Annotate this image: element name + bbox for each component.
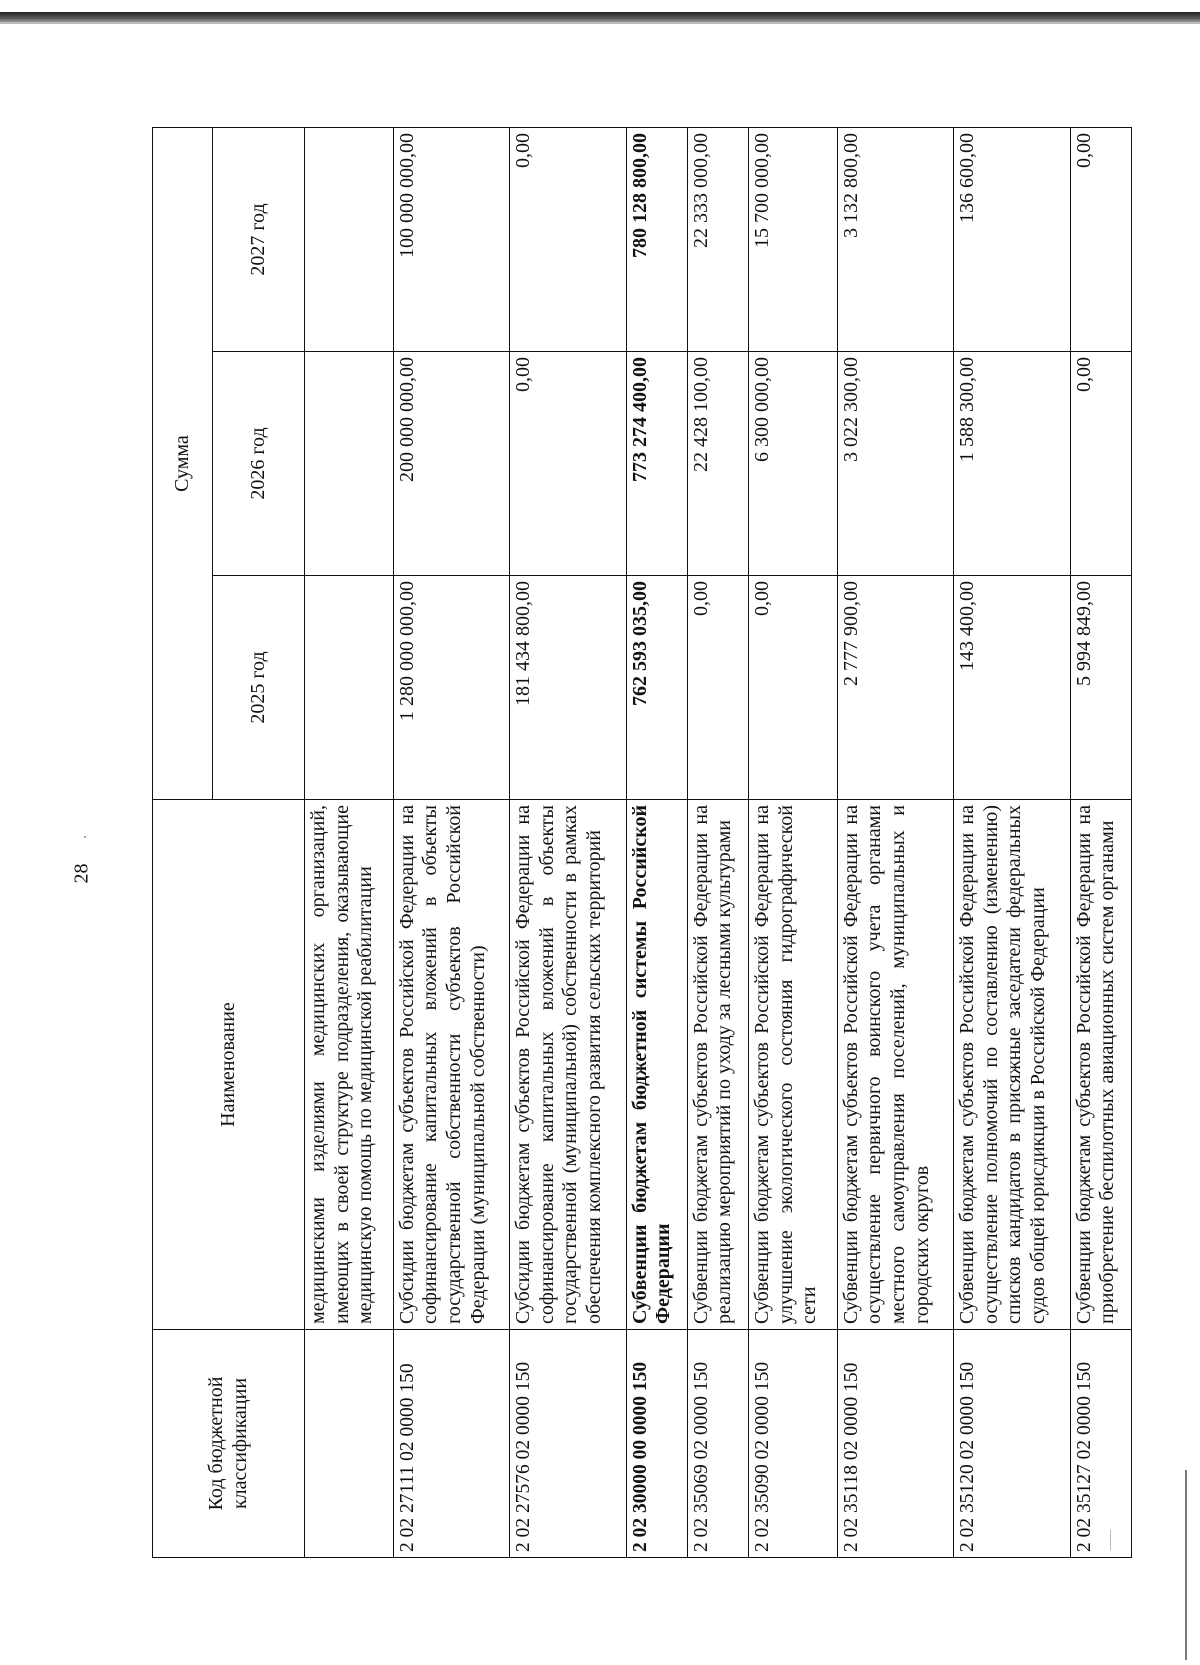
table-row [687, 128, 748, 1558]
row-amount-2025: 762 593 035,00 [626, 576, 687, 800]
row-name: медицинскими изделиями медицинских организаций, имеющих в своей структуре подразделения, оказывающие медицинскую помощь по медицинской реабилитации [305, 800, 394, 1330]
budget-table [152, 127, 1132, 1558]
row-amount-2027: 136 600,00 [954, 128, 1070, 352]
row-amount-2027: 780 128 800,00 [626, 128, 687, 352]
scan-top-edge [0, 12, 1200, 22]
row-amount-2025: 5 994 849,00 [1070, 576, 1131, 800]
header-year-2027: 2027 год [213, 128, 305, 352]
table-row [510, 128, 626, 1558]
row-amount-2027 [305, 128, 394, 352]
table-row [1070, 128, 1131, 1558]
header-sum: Сумма [153, 128, 213, 800]
row-name: Субвенции бюджетам бюджетной системы Российской Федерации [626, 800, 687, 1330]
row-code [305, 1330, 394, 1558]
table-row [305, 128, 394, 1558]
row-code: 2 02 27111 02 0000 150 [393, 1330, 509, 1558]
row-amount-2027: 3 132 800,00 [837, 128, 953, 352]
row-amount-2026: 200 000 000,00 [393, 352, 509, 576]
row-amount-2025: 0,00 [749, 576, 838, 800]
row-amount-2026: 6 300 000,00 [749, 352, 838, 576]
row-amount-2025 [305, 576, 394, 800]
row-code: 2 02 35120 02 0000 150 [954, 1330, 1070, 1558]
row-name: Субсидии бюджетам субъектов Российской Федерации на софинансирование капитальных вложений в объекты государственной собственности субъектов Российской Федерации (муниципальной собственности) [393, 800, 509, 1330]
header-year-2026: 2026 год [213, 352, 305, 576]
row-code: 2 02 35127 02 0000 150 [1070, 1330, 1131, 1558]
row-name: Субсидии бюджетам субъектов Российской Федерации на софинансирование капитальных вложений в объекты государственной (муниципальной) собственности в рамках обеспечения комплексного развития сельских территорий [510, 800, 626, 1330]
row-amount-2025: 1 280 000 000,00 [393, 576, 509, 800]
page-number: 28 [70, 863, 93, 884]
table-body [305, 128, 1132, 1558]
scan-speck [84, 836, 86, 838]
row-amount-2025: 143 400,00 [954, 576, 1070, 800]
row-amount-2025: 2 777 900,00 [837, 576, 953, 800]
scan-right-edge-mark [1185, 1470, 1187, 1660]
table-row [393, 128, 509, 1558]
row-amount-2027: 15 700 000,00 [749, 128, 838, 352]
table-header-row [153, 128, 213, 1558]
row-code: 2 02 30000 00 0000 150 [626, 1330, 687, 1558]
row-name: Субвенции бюджетам субъектов Российской Федерации на реализацию мероприятий по уходу за лесными культурами [687, 800, 748, 1330]
header-year-2025: 2025 год [213, 576, 305, 800]
row-amount-2027: 100 000 000,00 [393, 128, 509, 352]
table-row [626, 128, 687, 1558]
table-row [837, 128, 953, 1558]
row-name: Субвенции бюджетам субъектов Российской Федерации на улучшение экологического состояния гидрографической сети [749, 800, 838, 1330]
row-amount-2025: 181 434 800,00 [510, 576, 626, 800]
row-code: 2 02 27576 02 0000 150 [510, 1330, 626, 1558]
row-amount-2026: 773 274 400,00 [626, 352, 687, 576]
row-amount-2027: 0,00 [510, 128, 626, 352]
row-amount-2026: 0,00 [1070, 352, 1131, 576]
table-row [954, 128, 1070, 1558]
row-name: Субвенции бюджетам субъектов Российской Федерации на осуществление полномочий по составлению (изменению) списков кандидатов в присяжные заседатели федеральных судов общей юрисдикции в Российской Федерации [954, 800, 1070, 1330]
row-name: Субвенции бюджетам субъектов Российской Федерации на осуществление первичного воинского учета органами местного самоуправления поселений, муниципальных и городских округов [837, 800, 953, 1330]
row-code: 2 02 35090 02 0000 150 [749, 1330, 838, 1558]
row-code: 2 02 35069 02 0000 150 [687, 1330, 748, 1558]
scan-top-edge-line [0, 22, 1200, 24]
row-amount-2026: 3 022 300,00 [837, 352, 953, 576]
row-amount-2027: 0,00 [1070, 128, 1131, 352]
row-amount-2027: 22 333 000,00 [687, 128, 748, 352]
row-amount-2026: 22 428 100,00 [687, 352, 748, 576]
row-amount-2026: 1 588 300,00 [954, 352, 1070, 576]
header-code: Код бюджетной классификации [153, 1330, 305, 1558]
row-code: 2 02 35118 02 0000 150 [837, 1330, 953, 1558]
row-amount-2025: 0,00 [687, 576, 748, 800]
rotated-table-container [152, 128, 1132, 1558]
row-amount-2026 [305, 352, 394, 576]
header-name: Наименование [153, 800, 305, 1330]
table-row [749, 128, 838, 1558]
row-name: Субвенции бюджетам субъектов Российской Федерации на приобретение беспилотных авиационных систем органами [1070, 800, 1131, 1330]
row-amount-2026: 0,00 [510, 352, 626, 576]
